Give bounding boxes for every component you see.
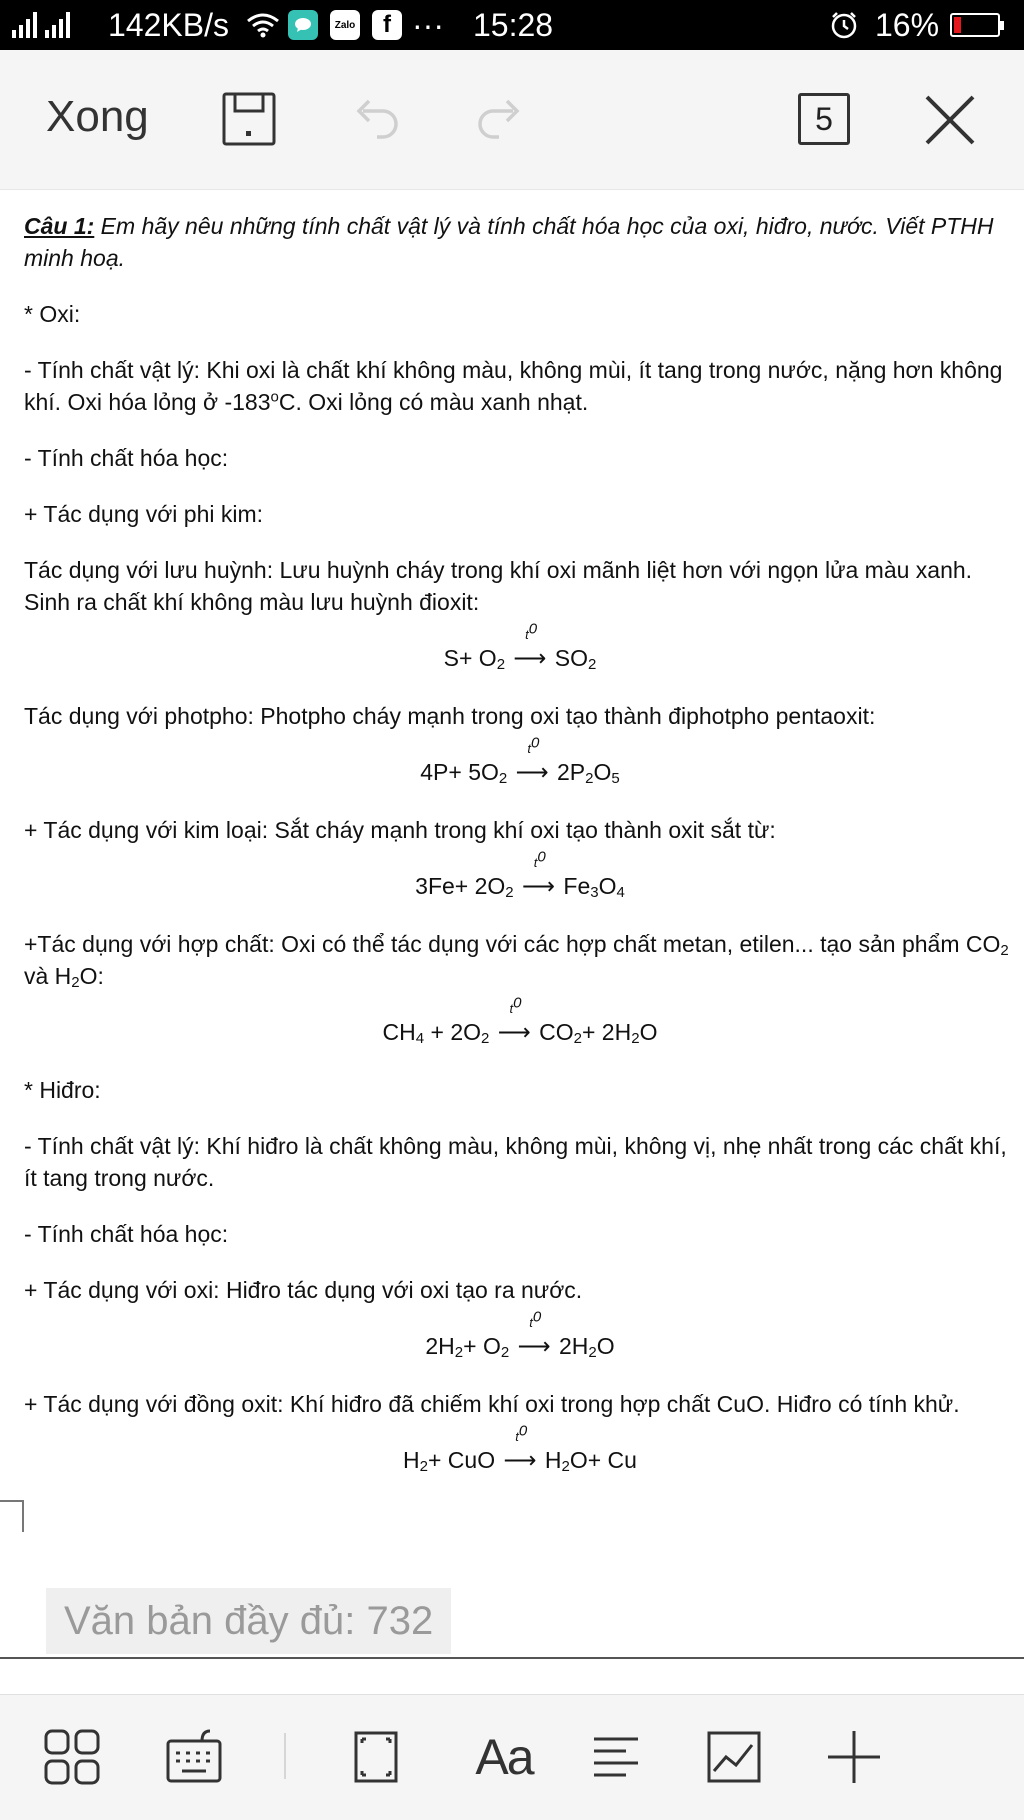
oxi-chemical-heading: - Tính chất hóa học: — [24, 445, 229, 471]
more-notifications: ··· — [412, 6, 444, 43]
reaction-arrow: $t^0$ ⟶ — [513, 620, 547, 671]
degree-mark: o — [270, 388, 279, 406]
wifi-icon — [246, 0, 280, 50]
oxi-metal-text: + Tác dụng với kim loại: Sắt cháy mạnh trong khí oxi tạo thành oxit sắt từ: — [24, 817, 776, 843]
status-bar — [0, 0, 1024, 50]
bottom-toolbar — [0, 1694, 1024, 1820]
done-button[interactable]: Xong — [46, 92, 149, 141]
oxi-physical-text: - Tính chất vật lý: Khi oxi là chất khí không màu, không mùi, ít tang trong nước, nặng hơn không khí. Oxi hóa lỏng ở -183 — [24, 357, 1003, 415]
equation-methane: $CH_4 + 2O_2$ $t^0$ ⟶ $CO_2+ 2H_2O$ — [382, 994, 658, 1047]
fullscreen-icon — [346, 1727, 406, 1787]
fullscreen-button[interactable] — [344, 1725, 408, 1789]
keyboard-icon — [164, 1727, 224, 1787]
oxi-sulfur-text: Tác dụng với lưu huỳnh: Lưu huỳnh cháy trong khí oxi mãnh liệt hơn với ngọn lửa màu xanh. Sinh ra chất khí không màu lưu huỳnh đioxit: — [24, 557, 973, 615]
editor-toolbar — [0, 50, 1024, 190]
image-icon — [704, 1727, 764, 1787]
clock: 15:28 — [473, 6, 554, 43]
page-count-button[interactable]: 5 — [798, 93, 850, 145]
close-button[interactable] — [920, 90, 980, 150]
keyboard-button[interactable] — [162, 1725, 226, 1789]
question-label: Câu 1: — [24, 213, 95, 239]
oxi-nonmetal-heading: + Tác dụng với phi kim: — [24, 501, 264, 527]
save-button[interactable] — [220, 90, 278, 148]
equation-copper-oxide: $H_2+$ CuO $t^0$ ⟶ $H_2O+ Cu$ — [403, 1422, 637, 1475]
align-icon — [586, 1727, 646, 1787]
hidro-chemical-heading: - Tính chất hóa học: — [24, 1221, 229, 1247]
alarm-icon — [830, 0, 858, 50]
insert-image-button[interactable] — [702, 1725, 766, 1789]
close-icon — [923, 93, 977, 147]
document-body[interactable] — [0, 192, 1024, 1542]
redo-icon — [473, 93, 527, 147]
undo-icon — [349, 93, 403, 147]
align-button[interactable] — [584, 1725, 648, 1789]
oxi-physical-properties — [24, 354, 1016, 418]
font-button[interactable] — [464, 1725, 544, 1789]
equation-water: $2H_2+ O_2$ $t^0$ ⟶ $2H_2O$ — [425, 1308, 615, 1361]
network-speed: 142KB/s — [108, 6, 229, 43]
add-icon — [824, 1727, 884, 1787]
question-text: Em hãy nêu những tính chất vật lý và tính chất hóa học của oxi, hiđro, nước. Viết PTHH minh hoạ. — [24, 213, 994, 271]
hidro-physical-properties: - Tính chất vật lý: Khí hiđro là chất không màu, không mùi, không vị, nhẹ nhất trong các chất khí, ít tang trong nước. — [24, 1133, 1007, 1191]
equation-iron: $3Fe+ 2O_2$ $t^0$ ⟶ $Fe_3O_4$ — [415, 848, 625, 901]
reaction-arrow: $t^0$ ⟶ — [517, 1308, 551, 1359]
hidro-oxygen-text: + Tác dụng với oxi: Hiđro tác dụng với oxi tạo ra nước. — [24, 1277, 583, 1303]
chat-bubble-icon — [288, 0, 318, 50]
reaction-arrow: $t^0$ ⟶ — [515, 734, 549, 785]
reaction-arrow: $t^0$ ⟶ — [522, 848, 556, 899]
oxi-physical-text-end: C. Oxi lỏng có màu xanh nhạt. — [278, 389, 589, 415]
hidro-cuo-text: + Tác dụng với đồng oxit: Khí hiđro đã chiếm khí oxi trong hợp chất CuO. Hiđro có tính khử. — [24, 1391, 960, 1417]
grid-button[interactable] — [40, 1725, 104, 1789]
signal-icon — [12, 0, 70, 50]
text-cursor-marker — [0, 1500, 24, 1532]
oxi-compound-text: +Tác dụng với hợp chất: Oxi có thể tác dụng với các hợp chất metan, etilen... tạo sản phẩm $CO_2$ và $H_2O$: — [24, 931, 1009, 991]
undo-button[interactable] — [346, 90, 406, 150]
save-icon — [221, 91, 277, 147]
equation-phosphorus: $4P+ 5O_2$ $t^0$ ⟶ $2P_2O_5$ — [420, 734, 620, 787]
hidro-heading: * Hiđro: — [24, 1077, 101, 1103]
battery-percent: 16% — [875, 6, 940, 43]
font-icon: Aa — [475, 1729, 533, 1785]
reaction-arrow: $t^0$ ⟶ — [497, 994, 531, 1045]
battery-icon — [950, 0, 1000, 50]
grid-icon — [42, 1727, 102, 1787]
toolbar-separator — [284, 1733, 286, 1779]
equation-sulfur: $S+ O_2$ $t^0$ ⟶ $SO_2$ — [443, 620, 597, 673]
oxi-phosphorus-text: Tác dụng với photpho: Photpho cháy mạnh trong oxi tạo thành điphotpho pentaoxit: — [24, 703, 876, 729]
zalo-icon: Zalo — [330, 0, 360, 50]
question-heading — [24, 210, 1016, 274]
facebook-icon: f — [372, 0, 402, 50]
oxi-heading: * Oxi: — [24, 301, 81, 327]
reaction-arrow: $t^0$ ⟶ — [503, 1422, 537, 1473]
add-button[interactable] — [822, 1725, 886, 1789]
divider — [0, 1657, 1024, 1659]
redo-button[interactable] — [470, 90, 530, 150]
word-count-badge: Văn bản đầy đủ: 732 — [46, 1588, 451, 1654]
